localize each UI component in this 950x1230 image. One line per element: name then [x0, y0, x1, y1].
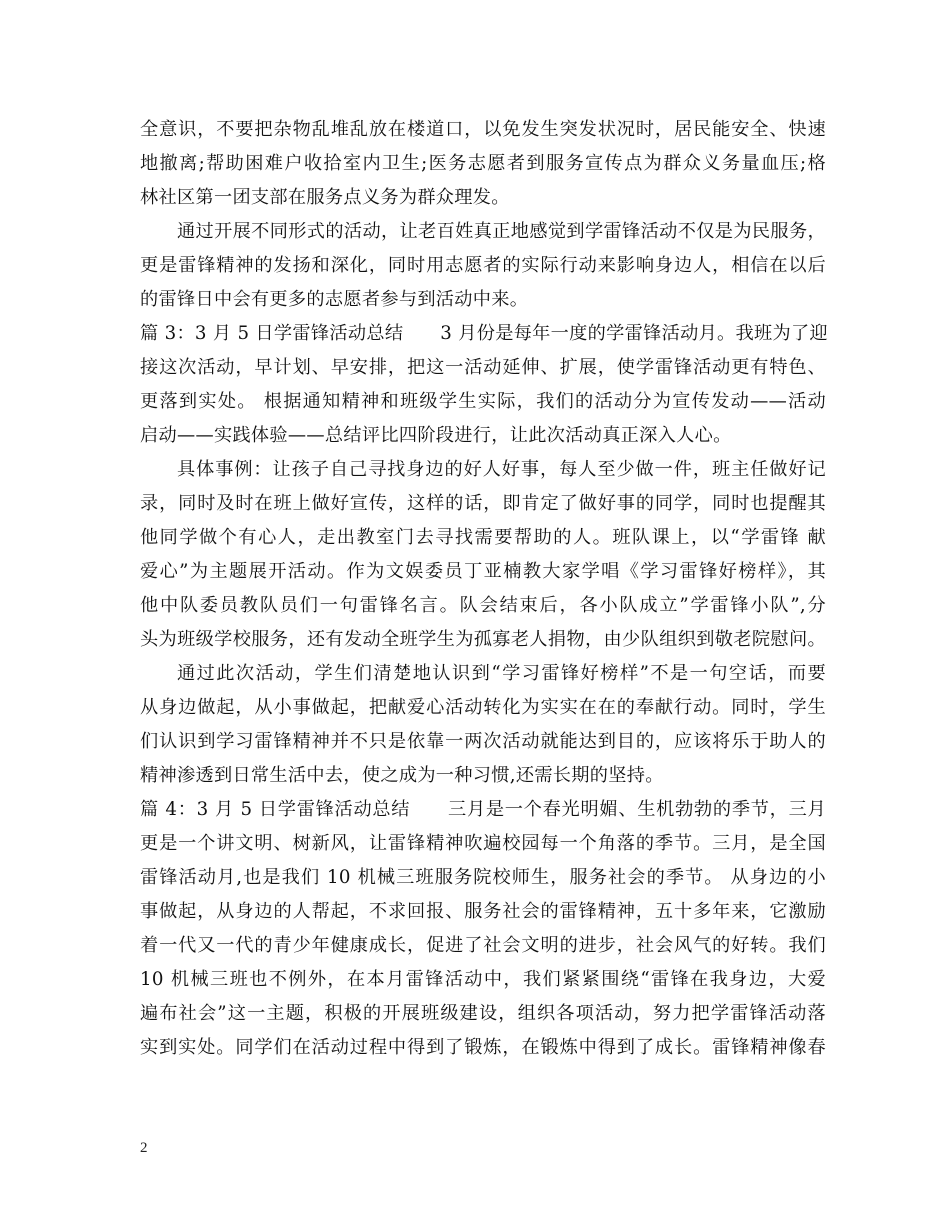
text-line: 林社区第一团支部在服务点义务为群众理发。 [140, 187, 510, 208]
text-line: 着一代又一代的青少年健康成长，促进了社会文明的进步，社会风气的好转。我们 [140, 935, 826, 956]
text-line: 全意识，不要把杂物乱堆乱放在楼道口，以免发生突发状况时，居民能安全、快速 [140, 119, 826, 140]
text-line: 精神渗透到日常生活中去，使之成为一种习惯,还需长期的坚持。 [140, 765, 664, 786]
text-line: 爱心”为主题展开活动。作为文娱委员丁亚楠教大家学唱《学习雷锋好榜样》，其 [140, 561, 826, 582]
text-line: 启动——实践体验——总结评比四阶段进行，让此次活动真正深入人心。 [140, 425, 732, 446]
document-body [140, 113, 826, 1065]
section-heading-line: 篇 4：3 月 5 日学雷锋活动总结 三月是一个春光明媚、生机勃勃的季节，三月 [140, 799, 826, 820]
text-line: 通过开展不同形式的活动，让老百姓真正地感觉到学雷锋活动不仅是为民服务， [177, 221, 826, 242]
text-line: 更是雷锋精神的发扬和深化，同时用志愿者的实际行动来影响身边人，相信在以后 [140, 255, 826, 276]
text-line: 更是一个讲文明、树新风，让雷锋精神吹遍校园每一个角落的季节。三月，是全国 [140, 833, 826, 854]
text-line: 事做起，从身边的人帮起，不求回报、服务社会的雷锋精神，五十多年来，它激励 [140, 901, 826, 922]
text-line: 实到实处。同学们在活动过程中得到了锻炼，在锻炼中得到了成长。雷锋精神像春 [140, 1037, 826, 1058]
text-line: 接这次活动，早计划、早安排，把这一活动延伸、扩展，使学雷锋活动更有特色、 [140, 357, 826, 378]
text-line: 地撤离;帮助困难户收拾室内卫生;医务志愿者到服务宣传点为群众义务量血压;格 [140, 153, 826, 174]
section-heading-line: 篇 3：3 月 5 日学雷锋活动总结 3 月份是每年一度的学雷锋活动月。我班为了迎 [140, 323, 828, 344]
text-line: 遍布社会”这一主题，积极的开展班级建设，组织各项活动，努力把学雷锋活动落 [140, 1003, 826, 1024]
text-line: 从身边做起，从小事做起，把献爱心活动转化为实实在在的奉献行动。同时，学生 [140, 697, 826, 718]
text-line: 他中队委员教队员们一句雷锋名言。队会结束后，各小队成立”学雷锋小队”,分 [140, 595, 826, 616]
text-line: 头为班级学校服务，还有发动全班学生为孤寡老人捐物，由少队组织到敬老院慰问。 [140, 629, 826, 650]
text-line: 录，同时及时在班上做好宣传，这样的话，即肯定了做好事的同学，同时也提醒其 [140, 493, 826, 514]
page-number: 2 [140, 1140, 148, 1156]
text-line: 他同学做个有心人，走出教室门去寻找需要帮助的人。班队课上，以“学雷锋 献 [140, 527, 826, 548]
text-line: 通过此次活动，学生们清楚地认识到“学习雷锋好榜样”不是一句空话，而要 [177, 663, 826, 684]
text-line: 的雷锋日中会有更多的志愿者参与到活动中来。 [140, 289, 529, 310]
text-line: 更落到实处。 根据通知精神和班级学生实际，我们的活动分为宣传发动——活动 [140, 391, 826, 412]
text-line: 10 机械三班也不例外，在本月雷锋活动中，我们紧紧围绕“雷锋在我身边，大爱 [140, 969, 826, 990]
text-line: 具体事例：让孩子自己寻找身边的好人好事，每人至少做一件，班主任做好记 [177, 459, 826, 480]
text-line: 雷锋活动月,也是我们 10 机械三班服务院校师生，服务社会的季节。 从身边的小 [140, 867, 826, 888]
text-line: 们认识到学习雷锋精神并不只是依靠一两次活动就能达到目的，应该将乐于助人的 [140, 731, 826, 752]
